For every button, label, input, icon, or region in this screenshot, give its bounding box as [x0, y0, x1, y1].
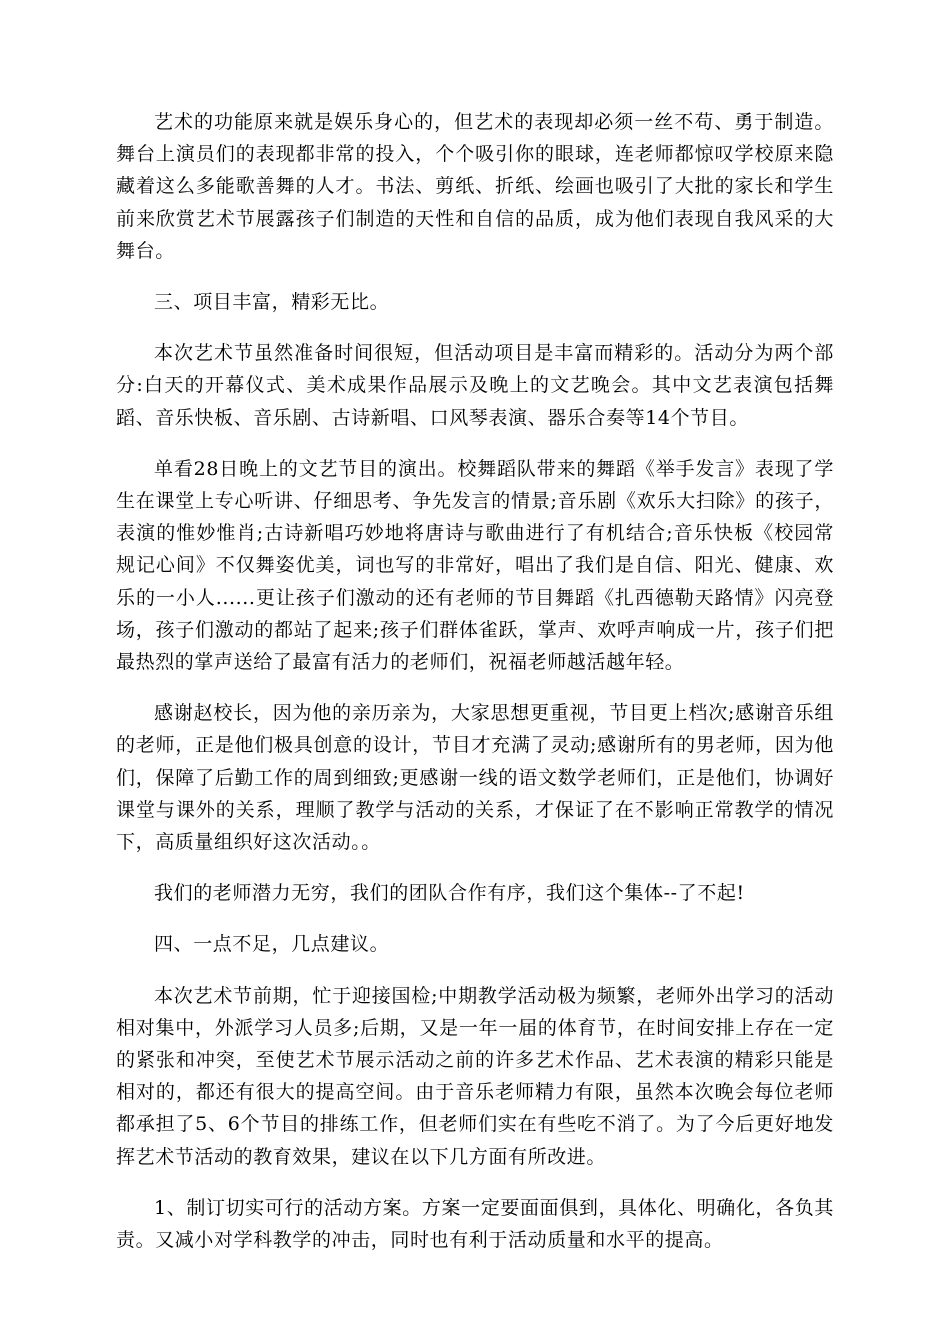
- heading-section-four: 四、一点不足，几点建议。: [154, 933, 390, 956]
- document-body: [116, 106, 834, 1275]
- paragraph-suggestion-one: 1、制订切实可行的活动方案。方案一定要面面俱到，具体化、明确化，各负其责。又减小对学科教学的冲击，同时也有利于活动质量和水平的提高。: [116, 1196, 834, 1252]
- paragraph-shortcomings: 本次艺术节前期，忙于迎接国检;中期教学活动极为频繁，老师外出学习的活动相对集中，外派学习人员多;后期，又是一年一届的体育节，在时间安排上存在一定的紧张和冲突，至使艺术节展示活动之前的许多艺术作品、艺术表演的精彩只能是相对的，都还有很大的提高空间。由于音乐老师精力有限，虽然本次晚会每位老师都承担了5、6个节目的排练工作，但老师们实在有些吃不消了。为了今后更好地发挥艺术节活动的教育效果，建议在以下几方面有所改进。: [116, 984, 834, 1168]
- paragraph-program-overview: 本次艺术节虽然准备时间很短，但活动项目是丰富而精彩的。活动分为两个部分:白天的开幕仪式、美术成果作品展示及晚上的文艺晚会。其中文艺表演包括舞蹈、音乐快板、音乐剧、古诗新唱、口风琴表演、器乐合奏等14个节目。: [116, 342, 834, 429]
- heading-section-three: 三、项目丰富，精彩无比。: [154, 291, 390, 314]
- paragraph-teamwork: 我们的老师潜力无穷，我们的团队合作有序，我们这个集体--了不起!: [154, 882, 745, 905]
- paragraph-thanks: 感谢赵校长，因为他的亲历亲为，大家思想更重视，节目更上档次;感谢音乐组的老师，正是他们极具创意的设计，节目才充满了灵动;感谢所有的男老师，因为他们，保障了后勤工作的周到细致;更感谢一线的语文数学老师们，正是他们，协调好课堂与课外的关系，理顺了教学与活动的关系，才保证了在不影响正常教学的情况下，高质量组织好这次活动。。: [116, 702, 834, 854]
- paragraph-evening-show: 单看28日晚上的文艺节目的演出。校舞蹈队带来的舞蹈《举手发言》表现了学生在课堂上专心听讲、仔细思考、争先发言的情景;音乐剧《欢乐大扫除》的孩子，表演的惟妙惟肖;古诗新唱巧妙地将唐诗与歌曲进行了有机结合;音乐快板《校园常规记心间》不仅舞姿优美，词也写的非常好，唱出了我们是自信、阳光、健康、欢乐的一小人......更让孩子们激动的还有老师的节目舞蹈《扎西德勒天路情》闪亮登场，孩子们激动的都站了起来;孩子们群体雀跃，掌声、欢呼声响成一片，孩子们把最热烈的掌声送给了最富有活力的老师们，祝福老师越活越年轻。: [116, 457, 834, 674]
- paragraph-art-function: 艺术的功能原来就是娱乐身心的，但艺术的表现却必须一丝不苟、勇于制造。舞台上演员们的表现都非常的投入，个个吸引你的眼球，连老师都惊叹学校原来隐藏着这么多能歌善舞的人才。书法、剪纸、折纸、绘画也吸引了大批的家长和学生前来欣赏艺术节展露孩子们制造的天性和自信的品质，成为他们表现自我风采的大舞台。: [116, 111, 834, 262]
